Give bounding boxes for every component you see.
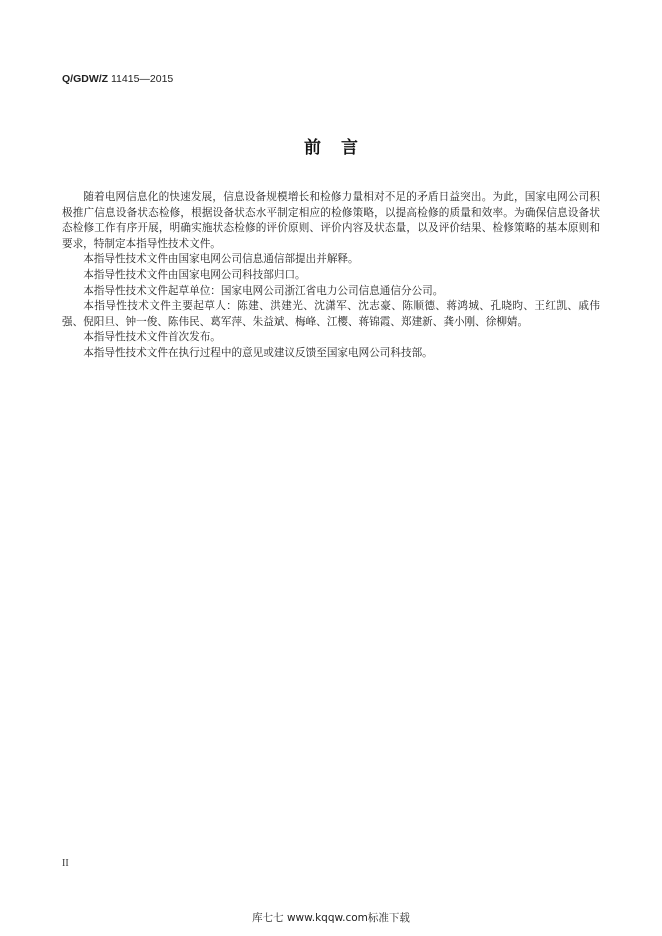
paragraph-interpretation: 本指导性技术文件由国家电网公司信息通信部提出并解释。: [83, 253, 359, 266]
document-code-number: 11415—2015: [108, 73, 174, 85]
paragraph-feedback: 本指导性技术文件在执行过程中的意见或建议反馈至国家电网公司科技部。: [83, 346, 433, 359]
paragraph-drafting-unit: 本指导性技术文件起草单位：国家电网公司浙江省电力公司信息通信分公司。: [83, 284, 444, 297]
paragraph-drafters: 本指导性技术文件主要起草人：陈建、洪建光、沈潇军、沈志豪、陈顺德、蒋鸿城、孔晓昀、王红凯、戚伟强、倪阳旦、钟一俊、陈伟民、葛军萍、朱益斌、梅峰、江樱、蒋锦霞、郑建新、龚小刚、徐柳婧。: [62, 300, 600, 328]
document-code: [62, 73, 173, 85]
foreword-body: [62, 190, 600, 362]
footer-watermark: 库七七 www.kqqw.com标准下载: [252, 912, 410, 924]
document-code-prefix: Q/GDW/Z: [62, 73, 109, 85]
paragraph-first-release: 本指导性技术文件首次发布。: [83, 331, 221, 344]
page-title: 前言: [304, 138, 378, 158]
paragraph-intro: 随着电网信息化的快速发展，信息设备规模增长和检修力量相对不足的矛盾日益突出。为此，国家电网公司积极推广信息设备状态检修，根据设备状态水平制定相应的检修策略，以提高检修的质量和效率。为确保信息设备状态检修工作有序开展，明确实施状态检修的评价原则、评价内容及状态量，以及评价结果、检修策略的基本原则和要求，特制定本指导性技术文件。: [62, 191, 600, 250]
paragraph-centralized: 本指导性技术文件由国家电网公司科技部归口。: [83, 268, 306, 281]
page-number: II: [62, 858, 69, 869]
